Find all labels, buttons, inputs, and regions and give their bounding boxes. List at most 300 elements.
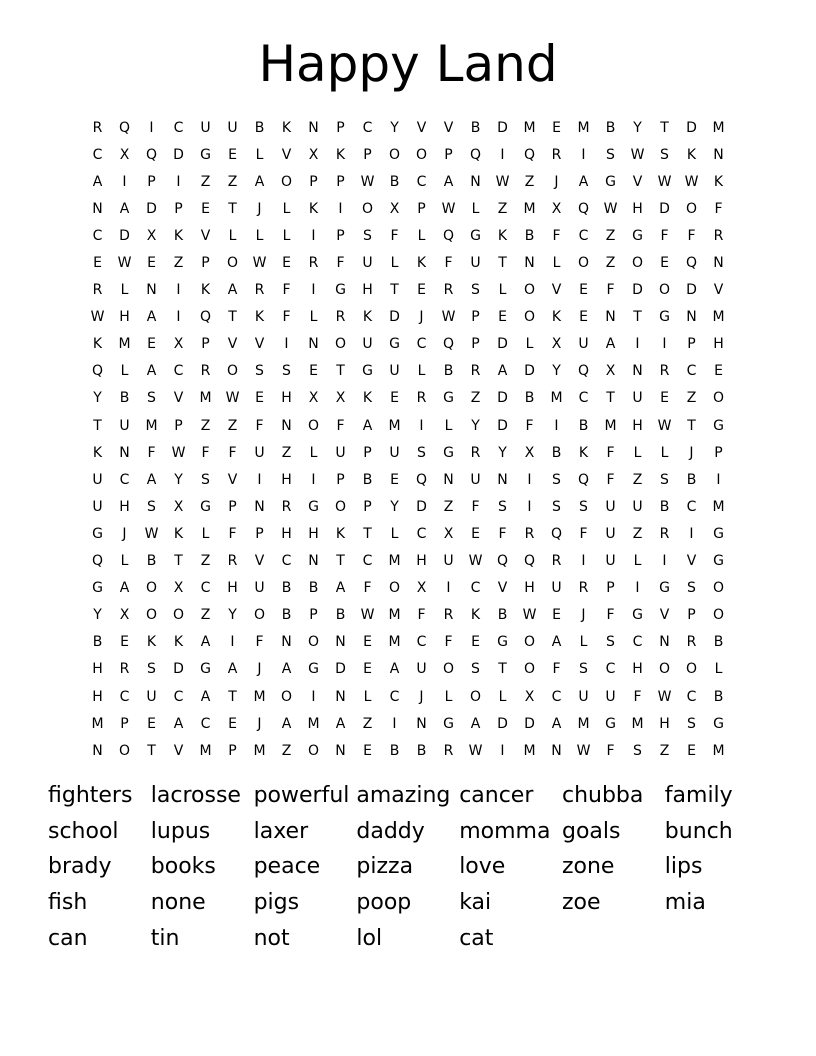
- grid-letter: Y: [390, 119, 399, 136]
- grid-letter: Y: [93, 607, 102, 624]
- grid-letter: D: [146, 200, 157, 217]
- grid-letter: Q: [469, 146, 482, 163]
- grid-letter: P: [687, 607, 696, 624]
- grid-letter: F: [444, 634, 453, 651]
- grid-letter: Y: [633, 119, 642, 136]
- grid-letter: F: [498, 525, 507, 542]
- grid-letter: P: [417, 200, 426, 217]
- grid-letter: G: [659, 580, 670, 597]
- grid-letter: V: [173, 742, 184, 759]
- grid-letter: S: [687, 715, 696, 732]
- grid-letter: G: [443, 715, 454, 732]
- grid-letter: E: [471, 525, 480, 542]
- grid-letter: P: [714, 444, 723, 461]
- grid-row: [84, 358, 732, 385]
- grid-letter: W: [468, 553, 483, 570]
- grid-letter: G: [389, 336, 400, 353]
- grid-letter: P: [201, 336, 210, 353]
- grid-letter: F: [552, 661, 561, 678]
- grid-letter: T: [174, 553, 183, 570]
- grid-letter: S: [282, 363, 291, 380]
- grid-letter: I: [176, 282, 181, 299]
- grid-letter: C: [416, 173, 427, 190]
- grid-row: [84, 222, 732, 249]
- grid-letter: G: [362, 363, 373, 380]
- grid-letter: I: [500, 146, 505, 163]
- grid-letter: Z: [605, 255, 616, 272]
- grid-letter: K: [686, 146, 697, 163]
- grid-letter: N: [92, 200, 103, 217]
- grid-letter: Z: [227, 417, 238, 434]
- grid-row: [84, 520, 732, 547]
- grid-letter: M: [307, 715, 320, 732]
- grid-row: [84, 629, 732, 656]
- grid-letter: I: [230, 634, 235, 651]
- grid-letter: F: [228, 525, 237, 542]
- grid-letter: P: [147, 173, 156, 190]
- grid-letter: H: [416, 553, 427, 570]
- grid-letter: Z: [686, 390, 697, 407]
- grid-letter: G: [308, 498, 319, 515]
- grid-letter: U: [335, 444, 346, 461]
- grid-letter: L: [498, 282, 507, 299]
- grid-letter: P: [201, 255, 210, 272]
- grid-letter: O: [685, 200, 698, 217]
- grid-letter: K: [254, 309, 265, 326]
- grid-letter: F: [201, 444, 210, 461]
- grid-letter: D: [659, 200, 670, 217]
- grid-letter: U: [605, 525, 616, 542]
- grid-letter: P: [309, 173, 318, 190]
- word-list-item: zoe: [561, 890, 601, 916]
- grid-letter: I: [311, 282, 316, 299]
- grid-letter: W: [171, 444, 186, 461]
- grid-letter: Y: [390, 498, 399, 515]
- word-list-item: lupus: [150, 818, 211, 844]
- grid-letter: N: [308, 553, 319, 570]
- grid-letter: Q: [577, 471, 590, 488]
- grid-letter: M: [523, 200, 536, 217]
- grid-letter: Z: [200, 553, 211, 570]
- word-list-item: cat: [459, 925, 494, 951]
- grid-letter: O: [712, 390, 725, 407]
- grid-letter: O: [388, 580, 401, 597]
- grid-row: [84, 548, 732, 575]
- grid-letter: E: [201, 200, 210, 217]
- grid-letter: N: [119, 444, 130, 461]
- grid-letter: S: [606, 634, 615, 651]
- grid-letter: L: [255, 227, 264, 244]
- grid-letter: G: [200, 661, 211, 678]
- grid-letter: G: [200, 146, 211, 163]
- grid-letter: B: [524, 390, 535, 407]
- grid-letter: E: [147, 255, 156, 272]
- grid-letter: H: [632, 661, 643, 678]
- grid-letter: Z: [524, 173, 535, 190]
- grid-letter: O: [631, 255, 644, 272]
- grid-letter: F: [525, 417, 534, 434]
- grid-letter: U: [551, 580, 562, 597]
- grid-letter: E: [660, 390, 669, 407]
- grid-letter: G: [713, 525, 724, 542]
- grid-letter: Q: [442, 227, 455, 244]
- word-list-row: [48, 778, 808, 814]
- grid-letter: U: [470, 255, 481, 272]
- grid-letter: T: [390, 282, 399, 299]
- grid-letter: F: [282, 282, 291, 299]
- grid-letter: E: [309, 363, 318, 380]
- grid-letter: I: [581, 553, 586, 570]
- grid-letter: N: [713, 255, 724, 272]
- grid-letter: Z: [470, 390, 481, 407]
- grid-letter: F: [390, 227, 399, 244]
- grid-letter: L: [633, 553, 642, 570]
- grid-letter: W: [576, 742, 591, 759]
- grid-letter: V: [713, 282, 724, 299]
- grid-letter: Y: [93, 390, 102, 407]
- grid-letter: D: [173, 146, 184, 163]
- grid-row: [84, 385, 732, 412]
- grid-letter: K: [92, 336, 103, 353]
- grid-letter: M: [631, 715, 644, 732]
- grid-letter: D: [497, 336, 508, 353]
- grid-letter: Q: [145, 146, 158, 163]
- grid-letter: O: [469, 688, 482, 705]
- grid-letter: T: [498, 255, 507, 272]
- grid-letter: I: [257, 471, 262, 488]
- grid-letter: B: [605, 119, 616, 136]
- grid-row: [84, 304, 732, 331]
- grid-letter: C: [119, 688, 130, 705]
- grid-letter: L: [498, 688, 507, 705]
- grid-letter: Z: [497, 200, 508, 217]
- grid-letter: Y: [552, 363, 561, 380]
- grid-letter: F: [714, 200, 723, 217]
- grid-letter: V: [497, 580, 508, 597]
- word-list-item: laxer: [253, 818, 309, 844]
- grid-letter: Q: [685, 255, 698, 272]
- grid-letter: K: [281, 119, 292, 136]
- grid-row: [84, 493, 732, 520]
- grid-letter: F: [579, 525, 588, 542]
- grid-letter: I: [527, 498, 532, 515]
- grid-letter: H: [119, 498, 130, 515]
- word-list-row: [48, 814, 808, 850]
- grid-row: [84, 439, 732, 466]
- grid-letter: X: [173, 336, 184, 353]
- grid-letter: L: [228, 227, 237, 244]
- grid-letter: D: [173, 661, 184, 678]
- grid-letter: C: [200, 715, 211, 732]
- grid-letter: V: [281, 146, 292, 163]
- word-list-row: [48, 885, 808, 921]
- grid-letter: I: [635, 580, 640, 597]
- grid-letter: T: [93, 417, 102, 434]
- grid-letter: B: [119, 390, 130, 407]
- grid-letter: U: [578, 336, 589, 353]
- word-list-item: school: [48, 818, 119, 844]
- grid-letter: Z: [659, 742, 670, 759]
- grid-letter: P: [255, 525, 264, 542]
- grid-letter: N: [308, 336, 319, 353]
- grid-letter: Z: [200, 607, 211, 624]
- grid-letter: H: [92, 688, 103, 705]
- letter-grid: [84, 114, 732, 764]
- grid-letter: L: [201, 525, 210, 542]
- grid-letter: N: [335, 688, 346, 705]
- grid-letter: A: [200, 688, 211, 705]
- grid-letter: Z: [443, 498, 454, 515]
- grid-letter: B: [578, 417, 589, 434]
- grid-letter: A: [146, 363, 157, 380]
- grid-letter: I: [554, 417, 559, 434]
- grid-letter: H: [227, 580, 238, 597]
- grid-letter: K: [308, 200, 319, 217]
- grid-letter: J: [122, 525, 127, 542]
- grid-letter: R: [524, 525, 535, 542]
- grid-letter: D: [497, 390, 508, 407]
- word-list-item: none: [150, 890, 206, 916]
- grid-letter: N: [416, 715, 427, 732]
- grid-letter: E: [228, 146, 237, 163]
- grid-letter: S: [201, 471, 210, 488]
- grid-letter: C: [119, 471, 130, 488]
- grid-letter: C: [389, 688, 400, 705]
- grid-letter: L: [120, 282, 129, 299]
- word-list-item: cancer: [459, 783, 534, 809]
- grid-letter: U: [200, 119, 211, 136]
- grid-letter: K: [416, 255, 427, 272]
- grid-letter: L: [120, 553, 129, 570]
- grid-letter: K: [146, 634, 157, 651]
- grid-letter: I: [527, 471, 532, 488]
- grid-letter: I: [311, 227, 316, 244]
- grid-letter: A: [605, 336, 616, 353]
- grid-letter: K: [173, 634, 184, 651]
- grid-letter: L: [255, 146, 264, 163]
- word-list-row: [48, 920, 808, 956]
- grid-letter: W: [90, 309, 105, 326]
- grid-letter: T: [228, 309, 237, 326]
- grid-letter: O: [226, 255, 239, 272]
- grid-letter: O: [442, 661, 455, 678]
- grid-letter: M: [523, 742, 536, 759]
- grid-letter: B: [308, 580, 319, 597]
- grid-letter: F: [552, 227, 561, 244]
- grid-letter: K: [551, 309, 562, 326]
- grid-letter: W: [117, 255, 132, 272]
- grid-letter: L: [120, 363, 129, 380]
- grid-letter: N: [335, 634, 346, 651]
- grid-letter: V: [686, 553, 697, 570]
- grid-letter: P: [444, 146, 453, 163]
- grid-letter: M: [388, 607, 401, 624]
- grid-letter: P: [336, 471, 345, 488]
- grid-letter: F: [336, 255, 345, 272]
- grid-letter: R: [119, 661, 130, 678]
- grid-letter: E: [228, 715, 237, 732]
- grid-letter: P: [606, 580, 615, 597]
- grid-letter: R: [335, 309, 346, 326]
- grid-letter: I: [635, 336, 640, 353]
- word-list: [48, 778, 808, 956]
- grid-letter: H: [281, 471, 292, 488]
- grid-letter: I: [149, 119, 154, 136]
- grid-letter: X: [389, 200, 400, 217]
- grid-letter: W: [495, 173, 510, 190]
- grid-letter: J: [419, 688, 424, 705]
- grid-letter: S: [687, 580, 696, 597]
- grid-letter: H: [524, 580, 535, 597]
- grid-letter: X: [416, 580, 427, 597]
- grid-letter: O: [712, 580, 725, 597]
- grid-letter: B: [362, 471, 373, 488]
- grid-letter: C: [92, 227, 103, 244]
- grid-letter: H: [713, 336, 724, 353]
- grid-letter: U: [254, 444, 265, 461]
- grid-letter: M: [550, 390, 563, 407]
- grid-letter: E: [390, 390, 399, 407]
- grid-letter: G: [713, 553, 724, 570]
- grid-letter: B: [551, 444, 562, 461]
- word-list-item: love: [459, 854, 506, 880]
- grid-letter: M: [91, 715, 104, 732]
- word-list-item: goals: [561, 818, 621, 844]
- grid-letter: V: [443, 119, 454, 136]
- grid-letter: X: [119, 607, 130, 624]
- grid-letter: O: [523, 634, 536, 651]
- grid-letter: O: [307, 742, 320, 759]
- grid-letter: B: [335, 607, 346, 624]
- grid-letter: J: [257, 715, 262, 732]
- grid-letter: F: [147, 444, 156, 461]
- grid-row: [84, 141, 732, 168]
- grid-letter: N: [605, 309, 616, 326]
- grid-letter: L: [579, 634, 588, 651]
- grid-letter: O: [145, 580, 158, 597]
- grid-letter: B: [659, 498, 670, 515]
- grid-letter: R: [92, 119, 103, 136]
- grid-letter: T: [336, 363, 345, 380]
- grid-letter: U: [605, 498, 616, 515]
- grid-letter: F: [660, 227, 669, 244]
- grid-letter: A: [335, 580, 346, 597]
- grid-letter: Z: [605, 227, 616, 244]
- grid-letter: U: [416, 661, 427, 678]
- grid-letter: T: [606, 390, 615, 407]
- grid-letter: C: [578, 227, 589, 244]
- grid-letter: L: [309, 309, 318, 326]
- grid-letter: I: [716, 471, 721, 488]
- word-list-item: zone: [561, 854, 615, 880]
- word-list-row: [48, 849, 808, 885]
- grid-letter: B: [281, 607, 292, 624]
- grid-letter: M: [199, 742, 212, 759]
- grid-letter: G: [443, 444, 454, 461]
- grid-letter: C: [578, 390, 589, 407]
- grid-letter: E: [714, 363, 723, 380]
- grid-row: [84, 602, 732, 629]
- grid-letter: S: [147, 498, 156, 515]
- grid-letter: W: [144, 525, 159, 542]
- word-list-item: mia: [664, 890, 706, 916]
- grid-letter: G: [713, 417, 724, 434]
- grid-letter: F: [606, 282, 615, 299]
- grid-letter: C: [173, 119, 184, 136]
- grid-letter: T: [336, 553, 345, 570]
- grid-letter: Z: [632, 525, 643, 542]
- grid-letter: Q: [118, 119, 131, 136]
- grid-letter: V: [200, 227, 211, 244]
- grid-letter: B: [713, 688, 724, 705]
- grid-letter: U: [605, 553, 616, 570]
- grid-letter: S: [660, 471, 669, 488]
- grid-letter: E: [471, 634, 480, 651]
- grid-letter: A: [92, 173, 103, 190]
- grid-letter: A: [281, 661, 292, 678]
- grid-letter: E: [120, 634, 129, 651]
- grid-row: [84, 656, 732, 683]
- grid-letter: W: [630, 146, 645, 163]
- grid-letter: A: [281, 715, 292, 732]
- grid-letter: N: [308, 119, 319, 136]
- grid-letter: T: [147, 742, 156, 759]
- grid-row: [84, 737, 732, 764]
- grid-letter: H: [119, 309, 130, 326]
- grid-letter: P: [363, 498, 372, 515]
- grid-letter: D: [389, 309, 400, 326]
- grid-letter: L: [363, 688, 372, 705]
- grid-letter: A: [551, 634, 562, 651]
- grid-letter: Q: [91, 363, 104, 380]
- grid-letter: U: [605, 688, 616, 705]
- grid-letter: Q: [415, 471, 428, 488]
- grid-letter: D: [524, 715, 535, 732]
- grid-letter: O: [685, 661, 698, 678]
- grid-letter: C: [551, 688, 562, 705]
- grid-letter: Q: [550, 525, 563, 542]
- grid-row: [84, 331, 732, 358]
- grid-letter: O: [334, 498, 347, 515]
- grid-letter: T: [228, 200, 237, 217]
- grid-letter: Z: [281, 444, 292, 461]
- grid-letter: G: [497, 634, 508, 651]
- grid-letter: O: [145, 607, 158, 624]
- grid-letter: P: [228, 742, 237, 759]
- grid-letter: Q: [577, 200, 590, 217]
- grid-letter: B: [389, 742, 400, 759]
- grid-letter: Z: [173, 255, 184, 272]
- grid-letter: C: [281, 553, 292, 570]
- grid-letter: R: [551, 146, 562, 163]
- grid-letter: A: [119, 200, 130, 217]
- grid-letter: B: [281, 580, 292, 597]
- grid-letter: R: [551, 553, 562, 570]
- grid-letter: P: [336, 173, 345, 190]
- grid-letter: J: [257, 661, 262, 678]
- grid-letter: K: [173, 525, 184, 542]
- grid-letter: R: [443, 607, 454, 624]
- grid-letter: S: [552, 498, 561, 515]
- word-list-item: lacrosse: [150, 783, 241, 809]
- grid-letter: F: [336, 417, 345, 434]
- grid-letter: F: [606, 444, 615, 461]
- grid-letter: U: [362, 336, 373, 353]
- word-list-item: can: [48, 925, 88, 951]
- grid-letter: F: [282, 309, 291, 326]
- grid-letter: G: [605, 715, 616, 732]
- grid-letter: A: [362, 417, 373, 434]
